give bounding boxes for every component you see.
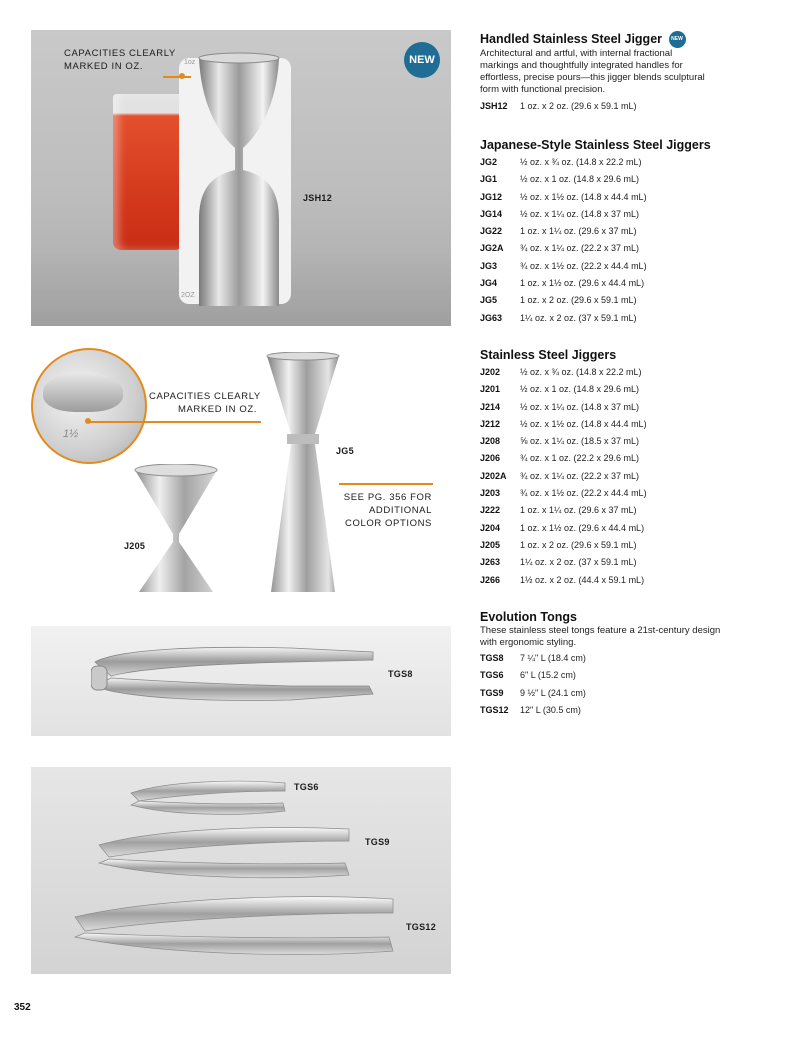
sku-row: JG2 ½ oz. x ¾ oz. (14.8 x 22.2 mL) bbox=[480, 157, 642, 167]
photo-handled-jigger bbox=[31, 30, 451, 326]
photo-jiggers bbox=[31, 340, 451, 620]
code-label-tgs8: TGS8 bbox=[388, 669, 413, 679]
jigger-mark-top: 1oz bbox=[184, 59, 196, 66]
sku-row: JG12 ½ oz. x 1½ oz. (14.8 x 44.4 mL) bbox=[480, 191, 647, 202]
photo-tongs-tgs8 bbox=[31, 626, 451, 736]
sku-row: TGS12 12" L (30.5 cm) bbox=[480, 704, 581, 715]
sku-row: JG14 ½ oz. x 1¼ oz. (14.8 x 37 mL) bbox=[480, 208, 640, 219]
callout-line-2 bbox=[89, 421, 261, 423]
photo-tongs-set bbox=[31, 767, 451, 974]
tgs9-tongs-image bbox=[95, 819, 357, 885]
section-japanese-jiggers bbox=[480, 137, 780, 327]
section-title-stainless: Stainless Steel Jiggers bbox=[480, 348, 617, 362]
stainless-sku-list bbox=[480, 364, 780, 589]
callout-line-1 bbox=[163, 76, 191, 78]
code-label-tgs12: TGS12 bbox=[406, 922, 437, 932]
new-badge: NEW bbox=[404, 42, 440, 78]
code-label-tgs9: TGS9 bbox=[365, 837, 390, 847]
sku-row: J204 1 oz. x 1½ oz. (29.6 x 44.4 mL) bbox=[480, 522, 645, 533]
callout-dot-1 bbox=[179, 73, 185, 79]
sku-row: J263 1¼ oz. x 2 oz. (37 x 59.1 mL) bbox=[480, 557, 637, 568]
section-title-tongs: Evolution Tongs bbox=[480, 610, 577, 624]
sku-row: TGS8 7 ¼" L (18.4 cm) bbox=[480, 653, 586, 663]
jigger-mark-bottom: 2OZ bbox=[181, 292, 195, 299]
sku-row: J206 ¾ oz. x 1 oz. (22.2 x 29.6 mL) bbox=[480, 453, 640, 464]
sku-row: J208 ⅝ oz. x 1¼ oz. (18.5 x 37 mL) bbox=[480, 436, 640, 447]
section-handled-jigger bbox=[480, 31, 780, 116]
handled-description: Architectural and artful, with internal fractional markings and thoughtfully integrated handles for effortless, precise pours—this jigger blends sculptural form with functional precision. bbox=[480, 48, 705, 96]
japanese-sku-list bbox=[480, 154, 780, 327]
sku-row: J201 ½ oz. x 1 oz. (14.8 x 29.6 mL) bbox=[480, 384, 640, 395]
cocktail-glass-image bbox=[113, 94, 183, 250]
sku-row: JG3 ¾ oz. x 1½ oz. (22.2 x 44.4 mL) bbox=[480, 260, 647, 271]
sku-row: JG5 1 oz. x 2 oz. (29.6 x 59.1 mL) bbox=[480, 295, 637, 306]
tongs-description: These stainless steel tongs feature a 21st-century design with ergonomic styling. bbox=[480, 625, 721, 648]
sku-row: JG1 ½ oz. x 1 oz. (14.8 x 29.6 mL) bbox=[480, 174, 640, 185]
sku-row: J205 1 oz. x 2 oz. (29.6 x 59.1 mL) bbox=[480, 539, 637, 550]
section-stainless-jiggers bbox=[480, 347, 780, 589]
jg5-jigger-image bbox=[263, 352, 343, 598]
code-label-jg5: JG5 bbox=[336, 446, 354, 456]
see-page-note: SEE PG. 356 FOR ADDITIONAL COLOR OPTIONS bbox=[343, 492, 432, 529]
sku-row: TGS6 6" L (15.2 cm) bbox=[480, 670, 576, 681]
tgs12-tongs-image bbox=[71, 887, 401, 963]
code-label-tgs6: TGS6 bbox=[294, 782, 319, 792]
sku-row: J266 1½ oz. x 2 oz. (44.4 x 59.1 mL) bbox=[480, 574, 645, 585]
sku-row: J222 1 oz. x 1¼ oz. (29.6 x 37 mL) bbox=[480, 505, 637, 516]
handled-sku-list bbox=[480, 98, 780, 115]
code-label-jsh12: JSH12 bbox=[303, 193, 333, 203]
see-note-line bbox=[339, 483, 433, 485]
section-title-handled: Handled Stainless Steel Jigger NEW bbox=[480, 31, 780, 48]
j205-jigger-image bbox=[131, 464, 221, 598]
sku-row: J202A ¾ oz. x 1¼ oz. (22.2 x 37 mL) bbox=[480, 470, 640, 481]
callout-dot-2 bbox=[85, 418, 91, 424]
sku-row: J212 ½ oz. x 1½ oz. (14.8 x 44.4 mL) bbox=[480, 418, 647, 429]
capacities-callout-1: CAPACITIES CLEARLY MARKED IN OZ. bbox=[64, 48, 176, 72]
sku-row: J203 ¾ oz. x 1½ oz. (22.2 x 44.4 mL) bbox=[480, 488, 647, 499]
zoom-cup bbox=[43, 372, 123, 412]
zoom-mark: 1½ bbox=[63, 428, 79, 440]
zoom-detail-circle bbox=[31, 348, 147, 464]
sku-row: JG63 1¼ oz. x 2 oz. (37 x 59.1 mL) bbox=[480, 312, 637, 323]
sku-row: J214 ½ oz. x 1¼ oz. (14.8 x 37 mL) bbox=[480, 401, 640, 412]
handled-jigger-image bbox=[191, 52, 287, 314]
sku-row: J202 ½ oz. x ¾ oz. (14.8 x 22.2 mL) bbox=[480, 367, 642, 377]
code-label-j205: J205 bbox=[124, 541, 146, 551]
sku-row: JG4 1 oz. x 1½ oz. (29.6 x 44.4 mL) bbox=[480, 278, 645, 289]
tongs-sku-list bbox=[480, 650, 780, 719]
tgs6-tongs-image bbox=[127, 775, 291, 819]
sku-row: JG2A ¾ oz. x 1¼ oz. (22.2 x 37 mL) bbox=[480, 243, 640, 254]
sku-row: TGS9 9 ½" L (24.1 cm) bbox=[480, 687, 586, 698]
sku-row: JG22 1 oz. x 1¼ oz. (29.6 x 37 mL) bbox=[480, 226, 637, 237]
section-title-japanese: Japanese-Style Stainless Steel Jiggers bbox=[480, 138, 711, 152]
sku-row: JSH12 1 oz. x 2 oz. (29.6 x 59.1 mL) bbox=[480, 101, 637, 112]
new-badge-small: NEW bbox=[669, 31, 686, 48]
page-number: 352 bbox=[14, 1002, 31, 1013]
section-evolution-tongs bbox=[480, 609, 780, 719]
tgs8-tongs-image bbox=[91, 640, 381, 710]
capacities-callout-2: CAPACITIES CLEARLY MARKED IN OZ. bbox=[149, 391, 261, 415]
